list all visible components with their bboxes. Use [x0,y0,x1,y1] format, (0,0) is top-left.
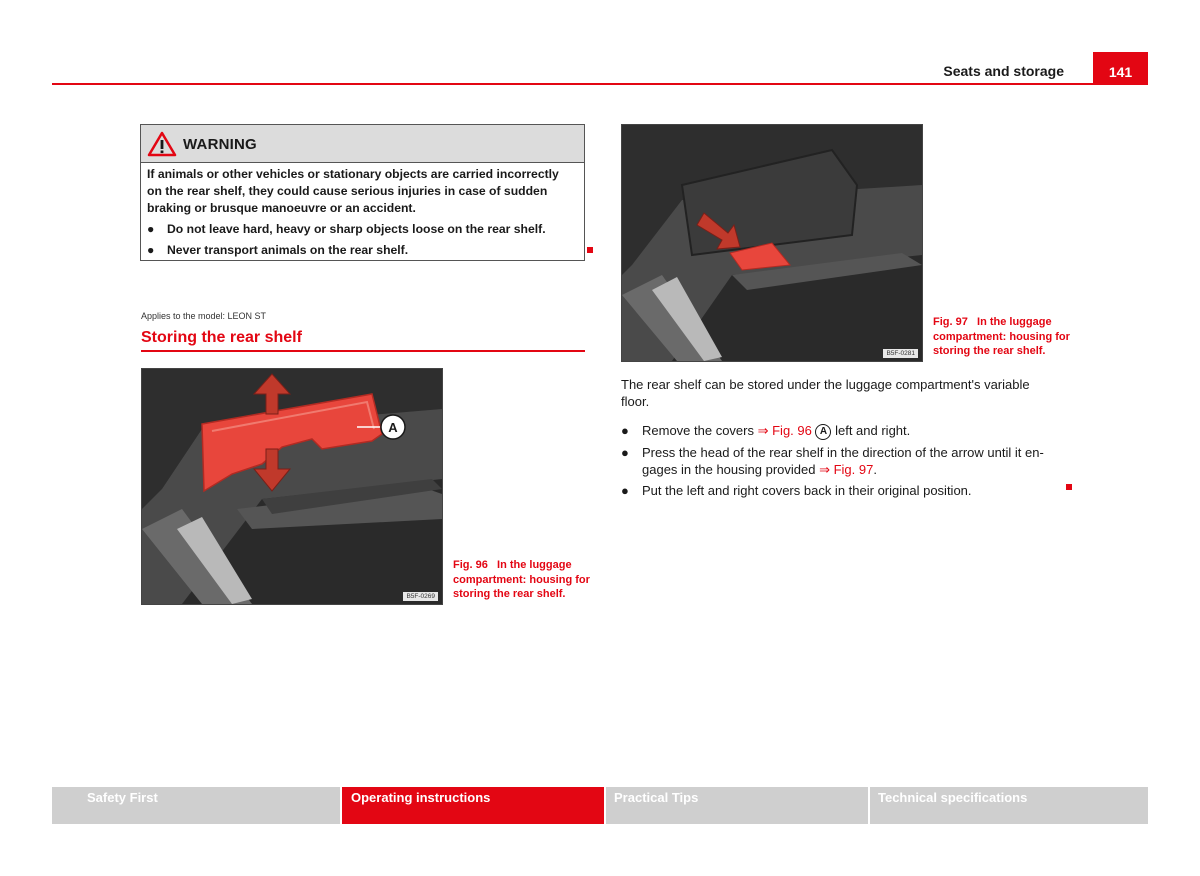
luggage-compartment-illustration [142,369,442,604]
figure-code: B5F-0281 [883,349,918,358]
caption-text: In the luggage compartment: housing for storing the rear shelf. [933,316,1070,357]
page-number: 141 [1093,52,1148,85]
figure-96-image [141,368,443,605]
tab-safety-first[interactable]: Safety First [52,787,340,824]
bullet-dot: ● [621,445,629,460]
instruction-text: Put the left and right covers back in their original position. [642,483,972,498]
instruction-bullet [621,444,1051,478]
warning-bullet [147,242,577,259]
intro-paragraph: The rear shelf can be stored under the luggage compartment's variable floor. [621,377,1030,409]
figure-97-caption [933,315,1083,359]
instruction-text-part: left and right. [831,423,911,438]
warning-header [141,125,584,163]
running-header-title: Seats and storage [943,63,1064,79]
tab-technical-specifications[interactable]: Technical specifications [870,787,1148,824]
figure-96-link[interactable]: ⇒ Fig. 96 [757,423,812,438]
warning-intro: If animals or other vehicles or stationary objects are carried incorrectly on the rear shelf, they could cause serious injuries in case of sudden braking or brusque manoeuvre or an accident. [147,167,559,215]
warning-body [147,166,577,259]
instruction-bullet [621,482,1051,499]
figure-96-caption [453,558,593,602]
bullet-dot: ● [147,243,155,257]
warning-bullet-text: Never transport animals on the rear shelf. [167,243,409,257]
warning-title: WARNING [183,136,257,153]
tab-operating-instructions[interactable]: Operating instructions [342,787,604,824]
end-of-section-marker [587,247,593,253]
instructions-text [621,376,1051,503]
caption-number: Fig. 97 [933,316,968,328]
section-rule [141,350,585,352]
bullet-dot: ● [147,222,155,236]
caption-number: Fig. 96 [453,559,488,571]
instruction-text [642,444,1051,478]
applies-to-note: Applies to the model: LEON ST [141,311,267,321]
callout-a-badge: A [815,424,831,440]
figure-code: B5F-0269 [403,592,438,601]
instruction-text-part: . [873,462,877,477]
caption-text: In the luggage compartment: housing for storing the rear shelf. [453,559,590,600]
warning-bullet [147,221,577,238]
tab-practical-tips[interactable]: Practical Tips [606,787,868,824]
bullet-dot: ● [621,483,629,498]
end-of-section-marker [1066,484,1072,490]
instruction-text [642,422,910,440]
instruction-text-part: Press the head of the rear shelf in the direction of the arrow until it en-gages in the housing provided [642,445,1044,477]
figure-97-link[interactable]: ⇒ Fig. 97 [819,462,874,477]
figure-callout-a: A [388,420,398,435]
warning-bullet-text: Do not leave hard, heavy or sharp objects loose on the rear shelf. [167,222,546,236]
instruction-text-part: Remove the covers [642,423,758,438]
warning-box [140,124,585,261]
section-title: Storing the rear shelf [141,329,302,346]
warning-triangle-icon [147,131,177,157]
luggage-compartment-illustration [622,125,922,361]
header-rule [52,83,1148,85]
instruction-bullet [621,422,1051,440]
bullet-dot: ● [621,423,629,438]
figure-97-image [621,124,923,362]
